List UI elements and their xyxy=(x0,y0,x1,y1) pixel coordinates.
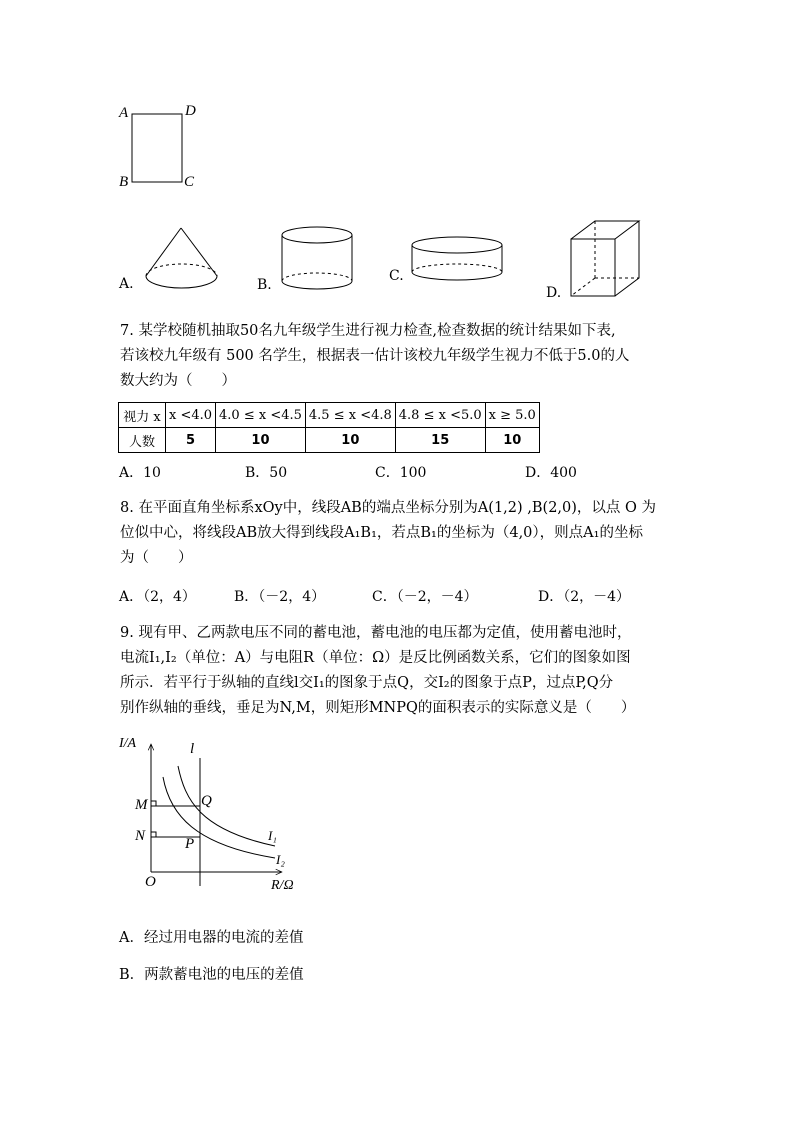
q8-line-3: 为（ ） xyxy=(120,550,193,566)
table-header: 4.8 ≤ x <5.0 xyxy=(395,403,485,428)
q6-option-a[interactable]: A. xyxy=(119,276,134,292)
q6-option-c[interactable]: C. xyxy=(389,268,404,284)
point-n-label: N xyxy=(135,828,146,844)
point-q-label: Q xyxy=(201,793,212,809)
q9-option-a[interactable]: A．经过用电器的电流的差值 xyxy=(119,930,304,946)
q7-line-1: 7. 某学校随机抽取50名九年级学生进行视力检查,检查数据的统计结果如下表, xyxy=(120,323,616,339)
point-p-label: P xyxy=(185,836,195,852)
table-cell: 10 xyxy=(485,428,539,453)
curve-i2 xyxy=(163,777,275,858)
table-cell: 10 xyxy=(305,428,395,453)
q8-option-d[interactable]: D．（2，－4） xyxy=(538,589,631,605)
label-d: D xyxy=(185,103,196,119)
q8-line-2: 位似中心，将线段AB放大得到线段A₁B₁，若点B₁的坐标为（4,0），则点A₁的坐标 xyxy=(120,525,643,541)
q8-option-b[interactable]: B．（－2，4） xyxy=(234,589,326,605)
q7-option-c[interactable]: C．100 xyxy=(375,465,427,481)
table-row-label: 人数 xyxy=(119,428,166,453)
line-l-label: l xyxy=(190,741,195,757)
x-axis-label: R/Ω xyxy=(271,878,294,893)
table-cell: 5 xyxy=(166,428,216,453)
q6-option-d[interactable]: D. xyxy=(546,285,562,301)
table-header: 视力 x xyxy=(119,403,166,428)
q7-option-d[interactable]: D．400 xyxy=(525,465,577,481)
y-axis-label: I/A xyxy=(119,736,137,751)
q9-line-4: 别作纵轴的垂线，垂足为N,M，则矩形MNPQ的面积表示的实际意义是（ ） xyxy=(120,700,636,716)
point-m-label: M xyxy=(135,797,148,813)
table-header: x <4.0 xyxy=(166,403,216,428)
label-a: A xyxy=(119,105,129,121)
q7-line-2: 若该校九年级有 500 名学生，根据表一估计该校九年级学生视力不低于5.0的人 xyxy=(120,348,630,364)
q8-option-c[interactable]: C．（－2，－4） xyxy=(372,589,478,605)
table-cell: 15 xyxy=(395,428,485,453)
q9-option-b[interactable]: B．两款蓄电池的电压的差值 xyxy=(119,967,304,983)
q7-line-3: 数大约为（ ） xyxy=(120,373,236,389)
curve-i1-label: I₁ xyxy=(268,828,277,843)
table-header: 4.5 ≤ x <4.8 xyxy=(305,403,395,428)
q8-line-1: 8. 在平面直角坐标系xOy中，线段AB的端点坐标分别为A(1,2) ,B(2,0)，以点 O 为 xyxy=(120,500,657,516)
q8-option-a[interactable]: A．（2，4） xyxy=(119,589,196,605)
q6-option-b[interactable]: B. xyxy=(257,277,272,293)
q7-option-a[interactable]: A．10 xyxy=(119,465,161,481)
q9-line-1: 9. 现有甲、乙两款电压不同的蓄电池，蓄电池的电压都为定值，使用蓄电池时， xyxy=(120,625,632,641)
label-c: C xyxy=(184,174,195,190)
table-cell: 10 xyxy=(216,428,306,453)
label-b: B xyxy=(119,174,129,190)
table-header: 4.0 ≤ x <4.5 xyxy=(216,403,306,428)
origin-label: O xyxy=(145,874,156,890)
curve-i2-label: I₂ xyxy=(276,852,285,867)
q9-line-3: 所示．若平行于纵轴的直线l交I₁的图象于点Q，交I₂的图象于点P，过点P,Q分 xyxy=(120,675,614,691)
q9-line-2: 电流I₁,I₂（单位：A）与电阻R（单位：Ω）是反比例函数关系，它们的图象如图 xyxy=(120,650,631,666)
q7-option-b[interactable]: B．50 xyxy=(245,465,288,481)
table-header: x ≥ 5.0 xyxy=(485,403,539,428)
